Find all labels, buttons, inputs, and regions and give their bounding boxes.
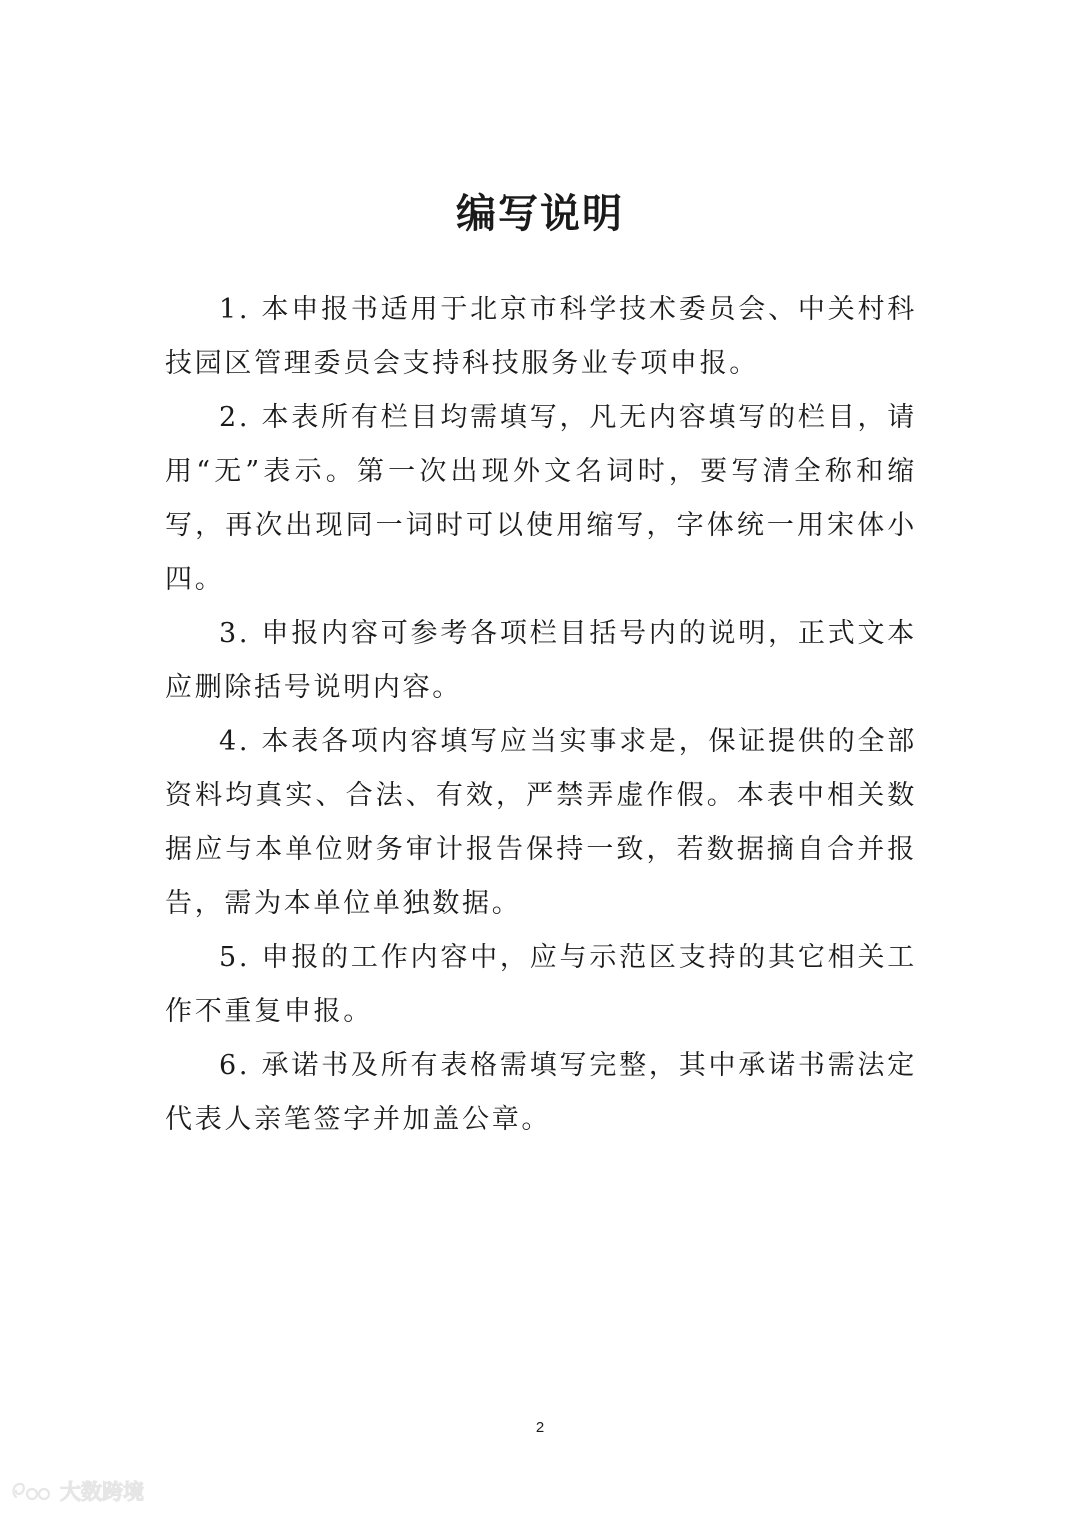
- instruction-paragraph-1: 1. 本申报书适用于北京市科学技术委员会、中关村科技园区管理委员会支持科技服务业专项申报。: [165, 294, 917, 379]
- watermark-text: [60, 1477, 152, 1507]
- instruction-paragraph-6: 6. 承诺书及所有表格需填写完整，其中承诺书需法定代表人亲笔签字并加盖公章。: [165, 1050, 917, 1135]
- watermark-label: 大数跨境: [60, 1480, 144, 1504]
- instruction-paragraph-3: 3. 申报内容可参考各项栏目括号内的说明，正式文本应删除括号说明内容。: [165, 618, 917, 703]
- watermark: [10, 1477, 152, 1507]
- instructions-body: [165, 283, 917, 1147]
- instruction-paragraph-2: 2. 本表所有栏目均需填写，凡无内容填写的栏目，请用“无”表示。第一次出现外文名词时，要写清全称和缩写，再次出现同一词时可以使用缩写，字体统一用宋体小四。: [165, 402, 917, 595]
- page-number: 2: [535, 1419, 545, 1436]
- page-title: 编写说明: [456, 191, 624, 237]
- instruction-paragraph-5: 5. 申报的工作内容中，应与示范区支持的其它相关工作不重复申报。: [165, 942, 917, 1027]
- instruction-paragraph-4: 4. 本表各项内容填写应当实事求是，保证提供的全部资料均真实、合法、有效，严禁弄虚作假。本表中相关数据应与本单位财务审计报告保持一致，若数据摘自合并报告，需为本单位单独数据。: [165, 726, 917, 919]
- brand-logo-icon: [10, 1479, 54, 1505]
